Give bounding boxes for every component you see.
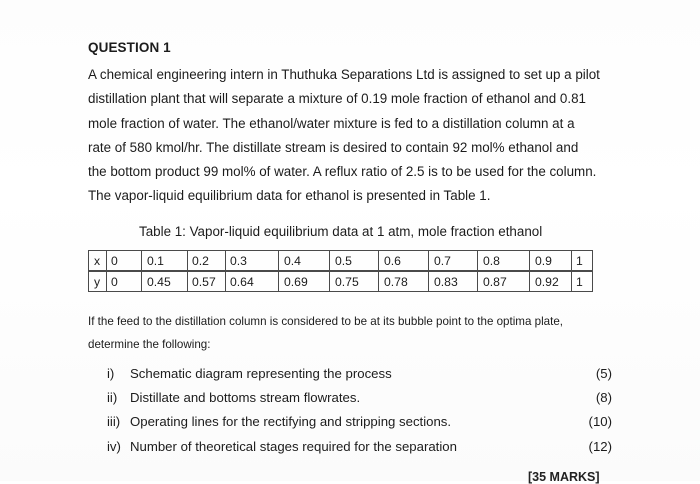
sub-question-marks: (10) <box>588 414 612 430</box>
paragraph-line: The vapor-liquid equilibrium data for ethanol is presented in Table 1. <box>88 188 491 204</box>
feed-line: determine the following: <box>88 337 211 351</box>
question-paragraph <box>88 63 623 209</box>
sub-question-number: ii) <box>107 390 118 406</box>
row-label-x: x <box>89 251 107 272</box>
sub-question-list <box>107 364 612 461</box>
vle-data-table <box>88 250 593 292</box>
table-cell: 0.87 <box>478 271 530 292</box>
table-cell: 0.83 <box>429 271 478 292</box>
table-cell: 0.8 <box>478 251 530 272</box>
sub-question-marks: (5) <box>595 366 612 381</box>
total-marks: [35 MARKS] <box>528 470 600 484</box>
question-title: QUESTION 1 <box>88 40 171 55</box>
sub-question-marks: (12) <box>588 438 612 454</box>
table-caption: Table 1: Vapor-liquid equilibrium data at 1 atm, mole fraction ethanol <box>139 224 543 239</box>
sub-question-number: iii) <box>107 414 121 430</box>
paragraph-line: mole fraction of water. The ethanol/water mixture is fed to a distillation column at a <box>88 115 575 131</box>
sub-question <box>107 364 612 388</box>
paragraph-line: A chemical engineering intern in Thuthuka Separations Ltd is assigned to set up a pilot <box>88 67 600 82</box>
table-cell: 0.45 <box>142 271 188 292</box>
feed-condition-text <box>88 311 628 356</box>
feed-line: If the feed to the distillation column is considered to be at its bubble point to the optima plate, <box>88 315 563 328</box>
table-cell: 0.5 <box>330 251 379 272</box>
table-cell: 0.4 <box>279 251 330 272</box>
table-row-x <box>89 251 593 272</box>
table-cell: 1 <box>572 251 593 272</box>
table-cell: 0.64 <box>226 271 279 292</box>
sub-question-text: Schematic diagram representing the process <box>130 366 392 381</box>
sub-question <box>107 388 612 412</box>
table-cell: 0 <box>107 271 142 292</box>
table-cell: 0.1 <box>142 251 188 272</box>
table-cell: 0.6 <box>379 251 429 272</box>
table-cell: 0.92 <box>530 271 572 292</box>
table-cell: 0.2 <box>188 251 226 272</box>
sub-question-text: Number of theoretical stages required for the separation <box>130 438 457 454</box>
table-cell: 1 <box>572 271 593 292</box>
sub-question-text: Distillate and bottoms stream flowrates. <box>130 390 361 406</box>
paragraph-line: rate of 580 kmol/hr. The distillate stream is desired to contain 92 mol% ethanol and <box>88 139 579 155</box>
sub-question-number: i) <box>107 366 115 381</box>
sub-question-marks: (8) <box>595 390 612 406</box>
table-cell: 0.78 <box>379 271 429 292</box>
table-cell: 0.75 <box>330 271 379 292</box>
paragraph-line: the bottom product 99 mol% of water. A reflux ratio of 2.5 is to be used for the column. <box>88 164 597 180</box>
table-cell: 0.69 <box>279 271 330 292</box>
table-cell: 0.3 <box>226 251 279 272</box>
table-cell: 0.7 <box>429 251 478 272</box>
sub-question <box>107 412 612 436</box>
row-label-y: y <box>89 271 107 292</box>
table-cell: 0.57 <box>188 271 226 292</box>
table-cell: 0 <box>107 251 142 272</box>
sub-question-text: Operating lines for the rectifying and stripping sections. <box>130 414 452 430</box>
table-row-y <box>89 271 593 292</box>
sub-question <box>107 437 612 461</box>
sub-question-number: iv) <box>107 438 121 454</box>
paragraph-line: distillation plant that will separate a mixture of 0.19 mole fraction of ethanol and 0.81 <box>88 91 586 107</box>
table-cell: 0.9 <box>530 251 572 272</box>
